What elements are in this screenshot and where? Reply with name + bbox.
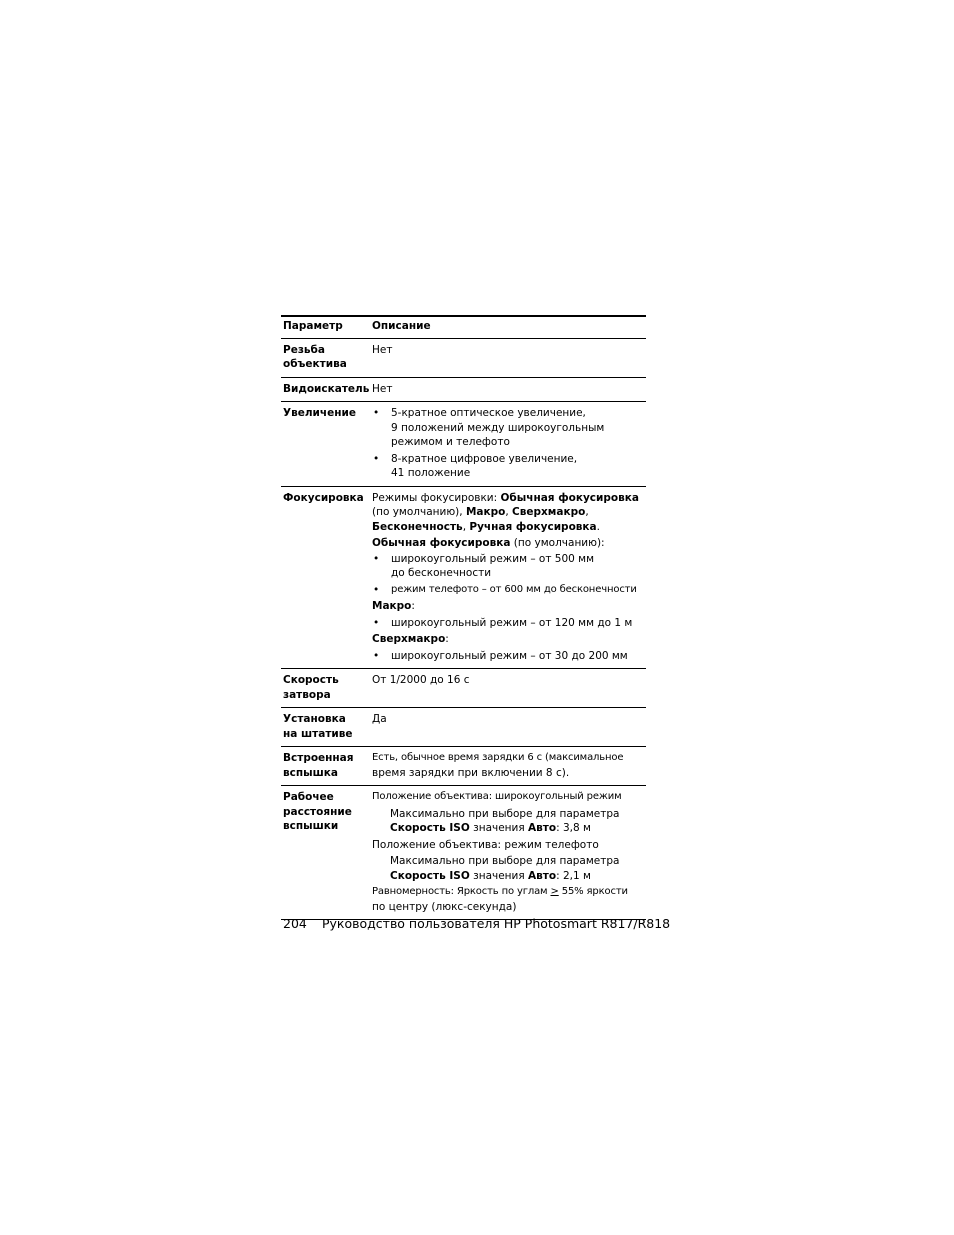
bullet: • [373, 649, 380, 662]
list-item [372, 649, 646, 664]
text-line: по центру (люкс-секунда) [372, 900, 517, 913]
header-param: Параметр [283, 320, 343, 332]
param-label-line: Рабочее [283, 791, 334, 803]
text-run-bold: Макро [465, 506, 506, 518]
param-value: Да [372, 713, 387, 725]
param-value: Нет [372, 343, 393, 356]
param-value: Нет [372, 382, 393, 395]
bullet: • [373, 583, 380, 596]
text-line: широкоугольный режим – от 500 мм [391, 552, 595, 565]
text-run: Режимы фокусировки: [372, 491, 501, 504]
text-run-bold: Обычная фокусировка [372, 537, 511, 549]
text-line: 8-кратное цифровое увеличение, [391, 452, 578, 465]
text-run: значения [469, 822, 529, 834]
text-line: время зарядки при включении 8 с). [372, 766, 570, 779]
text-run: : 3,8 м [556, 822, 591, 834]
text-run: (по умолчанию) [372, 506, 460, 518]
bullet: • [373, 452, 380, 465]
param-label-line: расстояние [283, 805, 352, 818]
text-run: : 2,1 м [556, 869, 591, 882]
param-value [372, 790, 646, 914]
param-label [281, 673, 372, 702]
text-run: : [411, 600, 415, 612]
param-value: От 1/2000 до 16 с [372, 674, 470, 686]
table-row-zoom [281, 402, 646, 487]
table-row-tripod [281, 708, 646, 747]
text-line: режимом и телефото [391, 436, 510, 448]
text-run-bold: Авто [528, 822, 557, 834]
param-label-line: Установка [283, 713, 346, 725]
text-run-bold: Сверхмакро [512, 506, 586, 518]
text-run: , [459, 506, 466, 518]
param-label-line: Резьба [283, 343, 325, 356]
text-run: значения [469, 869, 529, 882]
text-line [372, 885, 646, 900]
table-row-focus [281, 487, 646, 670]
list-item [372, 406, 646, 450]
param-label-line: объектива [283, 358, 347, 370]
bullet: • [373, 407, 380, 419]
text-line [372, 821, 646, 836]
text-line: режим телефото – от 600 мм до бесконечности [391, 583, 637, 595]
text-line: 41 положение [391, 467, 471, 479]
focus-normal-title [372, 536, 646, 551]
text-run: > [550, 886, 559, 897]
param-label-line: Встроенная [283, 752, 354, 764]
param-label [281, 751, 372, 780]
header-desc: Описание [372, 320, 431, 332]
text-line: Максимально при выборе для параметра [390, 855, 620, 867]
text-run: Равномерность: Яркость по углам [372, 886, 551, 897]
table-row-lens-thread [281, 339, 646, 378]
text-run: : [445, 633, 449, 645]
param-label-line: вспышка [283, 766, 338, 779]
text-run-bold: Ручная фокусировка [469, 520, 597, 533]
text-line: широкоугольный режим – от 120 мм до 1 м [391, 616, 633, 629]
focus-supermacro-title [372, 632, 646, 647]
footer-title: Руководство пользователя HP Photosmart R817/R818 [322, 916, 671, 931]
text-line [372, 869, 646, 884]
param-label [281, 712, 372, 741]
text-line: до бесконечности [391, 567, 492, 579]
text-run-bold: Скорость ISO [390, 869, 470, 882]
text-run-bold: Бесконечность [372, 520, 463, 533]
param-label: Видоискатель [283, 382, 370, 395]
table-row-shutter [281, 669, 646, 708]
param-label-line: вспышки [283, 820, 339, 832]
focus-modes [372, 491, 646, 535]
text-line: 5-кратное оптическое увеличение, [391, 407, 586, 419]
text-line: Положение объектива: широкоугольный режим [372, 791, 622, 802]
param-label-line: Скорость [283, 674, 339, 686]
param-label: Фокусировка [283, 491, 364, 504]
page-number: 204 [283, 916, 307, 931]
param-label [281, 790, 372, 914]
text-line: Есть, обычное время зарядки 6 с (максимальное [372, 752, 624, 763]
text-run: , [585, 506, 589, 518]
text-run-bold: Скорость ISO [390, 822, 470, 834]
text-run: 55% яркости [558, 886, 628, 897]
param-label-line: затвора [283, 688, 331, 701]
table-row-flash-range [281, 786, 646, 920]
list-item [372, 552, 646, 581]
table-row-viewfinder [281, 378, 646, 403]
list-item [372, 452, 646, 481]
table-header [281, 315, 646, 339]
text-run: , [462, 520, 470, 533]
param-value [372, 406, 646, 481]
param-label-line: на штативе [283, 727, 353, 740]
page-footer [283, 916, 670, 931]
text-run: . [596, 520, 600, 533]
table-row-flash [281, 747, 646, 786]
focus-macro-title [372, 599, 646, 614]
param-label: Увеличение [283, 407, 356, 419]
text-run-bold: Макро [372, 600, 412, 612]
text-line: 9 положений между широкоугольным [391, 421, 605, 434]
text-run-bold: Авто [528, 869, 557, 882]
text-run-bold: Сверхмакро [372, 633, 446, 645]
param-value [372, 751, 646, 780]
text-run: , [505, 506, 513, 518]
list-item [372, 583, 646, 598]
bullet: • [373, 616, 380, 629]
text-line: широкоугольный режим – от 30 до 200 мм [391, 649, 628, 662]
text-run: (по умолчанию): [510, 537, 605, 549]
list-item [372, 616, 646, 631]
text-line: Максимально при выборе для параметра [390, 807, 620, 820]
param-value [372, 491, 646, 664]
text-line: Положение объектива: режим телефото [372, 838, 599, 851]
spec-table [281, 315, 646, 920]
param-label [281, 343, 372, 372]
text-run-bold: Обычная фокусировка [500, 491, 639, 504]
bullet: • [373, 552, 380, 565]
